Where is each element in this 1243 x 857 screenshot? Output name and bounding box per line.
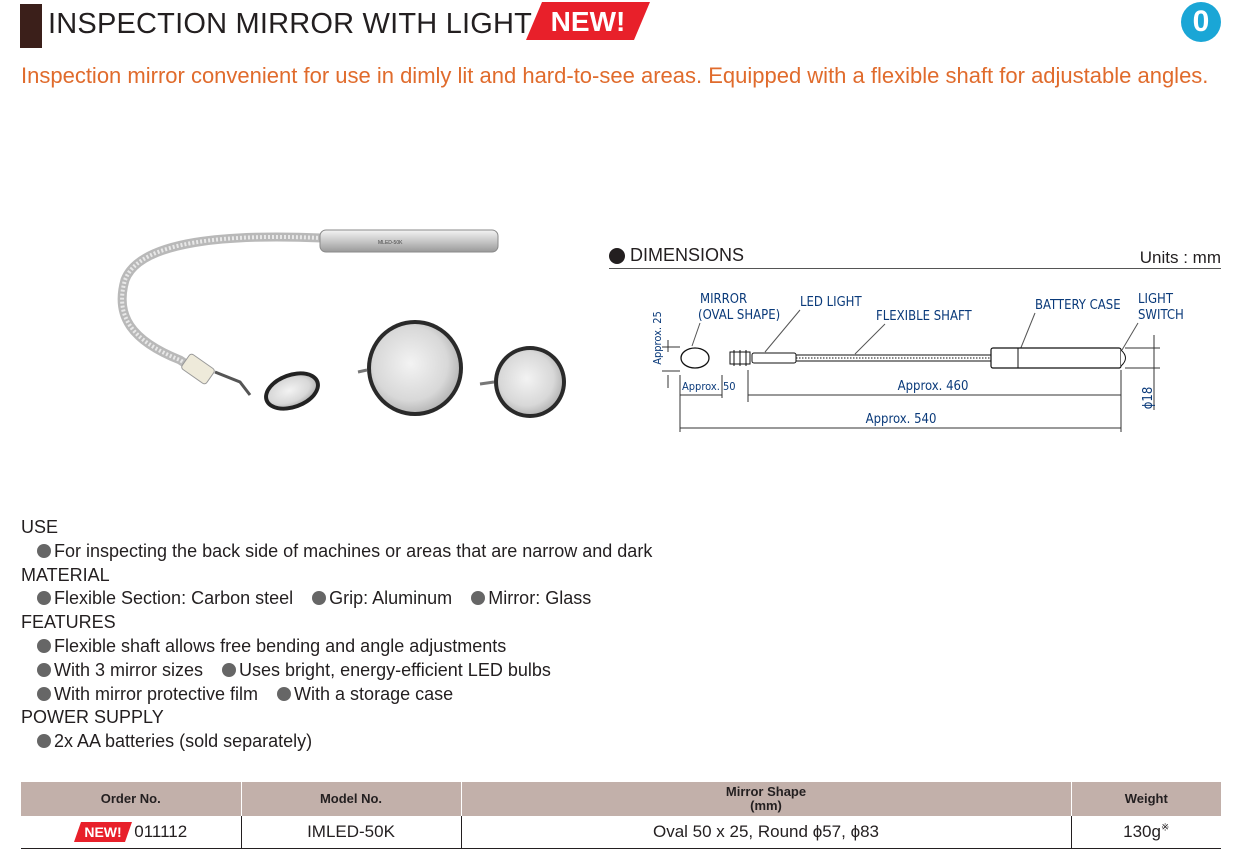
list-item: Uses bright, energy-efficient LED bulbs — [222, 659, 551, 683]
label-approx-50: Approx. 50 — [682, 380, 736, 393]
label-approx-540: Approx. 540 — [865, 412, 937, 427]
bullet-icon — [37, 687, 51, 701]
cell-model-no: IMLED-50K — [241, 816, 461, 849]
product-description: Inspection mirror convenient for use in dimly lit and hard-to-see areas. Equipped with a flexible shaft for adjustable angles. — [21, 63, 1209, 88]
product-photo — [100, 220, 580, 460]
bullet-icon — [37, 639, 51, 653]
power-list — [21, 730, 921, 754]
label-battery-case: BATTERY CASE — [1035, 298, 1121, 313]
use-heading: USE — [21, 517, 59, 537]
dimensions-header — [609, 244, 1221, 270]
label-flexible-shaft: FLEXIBLE SHAFT — [876, 309, 972, 324]
list-item: Mirror: Glass — [471, 587, 591, 611]
bullet-icon — [37, 591, 51, 605]
table-header-row — [21, 782, 1221, 816]
title-accent-bar — [20, 4, 42, 48]
cell-order-no — [21, 816, 241, 849]
power-heading: POWER SUPPLY — [21, 707, 164, 728]
list-item: With a storage case — [277, 683, 453, 707]
list-item: 2x AA batteries (sold separately) — [37, 730, 312, 754]
handle-label: MLED-50K — [378, 240, 403, 246]
cell-weight — [1071, 816, 1221, 849]
header-order-no: Order No. — [21, 782, 241, 816]
cell-mirror-shape: Oval 50 x 25, Round ϕ57, ϕ83 — [461, 816, 1071, 849]
list-item: With mirror protective film — [37, 683, 258, 707]
dimensions-units: Units : mm — [1139, 248, 1221, 267]
weight-value: 130g — [1123, 822, 1161, 841]
header-mirror-shape-label: Mirror Shape — [725, 784, 807, 799]
order-table — [21, 782, 1221, 849]
dimensions-title: DIMENSIONS — [630, 245, 745, 265]
new-badge-text: NEW! — [550, 6, 626, 37]
label-approx-25: Approx. 25 — [651, 311, 664, 365]
label-mirror: MIRROR — [700, 292, 748, 307]
weight-note: ※ — [1160, 822, 1170, 834]
bullet-icon — [37, 734, 51, 748]
header-weight: Weight — [1071, 782, 1221, 816]
features-row — [21, 659, 921, 683]
category-o-badge: 0 — [1181, 2, 1221, 42]
spec-section — [21, 516, 921, 754]
list-item: With 3 mirror sizes — [37, 659, 203, 683]
label-light: LIGHT — [1138, 292, 1173, 307]
features-heading: FEATURES — [21, 612, 116, 633]
list-item: Grip: Aluminum — [312, 587, 452, 611]
bullet-icon — [37, 663, 51, 677]
label-phi-18: ϕ18 — [1141, 386, 1156, 410]
material-heading: MATERIAL — [21, 564, 110, 585]
material-list — [21, 587, 921, 611]
label-switch: SWITCH — [1138, 308, 1184, 323]
dimensions-divider — [609, 268, 1221, 269]
bullet-icon — [37, 544, 51, 558]
header-mirror-shape — [461, 782, 1071, 816]
list-item: For inspecting the back side of machines or areas that are narrow and dark — [37, 540, 652, 564]
bullet-icon — [222, 663, 236, 677]
header-mirror-shape-unit: (mm) — [750, 798, 782, 813]
bullet-icon — [471, 591, 485, 605]
header-model-no: Model No. — [241, 782, 461, 816]
list-item: Flexible shaft allows free bending and angle adjustments — [37, 635, 506, 659]
bullet-icon — [312, 591, 326, 605]
new-badge-small-text: NEW! — [84, 824, 122, 841]
new-badge-small — [74, 822, 132, 842]
table-row — [21, 816, 1221, 849]
features-row — [21, 683, 921, 707]
bullet-icon — [277, 687, 291, 701]
dimension-diagram — [640, 280, 1230, 440]
page-title: INSPECTION MIRROR WITH LIGHT — [48, 8, 533, 40]
use-list — [21, 540, 921, 564]
label-oval-shape: (OVAL SHAPE) — [698, 308, 781, 323]
dimensions-bullet-icon — [609, 248, 625, 264]
new-badge — [526, 2, 650, 40]
order-number: 011112 — [134, 821, 188, 841]
list-item: Flexible Section: Carbon steel — [37, 587, 293, 611]
label-led-light: LED LIGHT — [800, 295, 862, 310]
label-approx-460: Approx. 460 — [897, 379, 969, 394]
features-row — [21, 635, 921, 659]
